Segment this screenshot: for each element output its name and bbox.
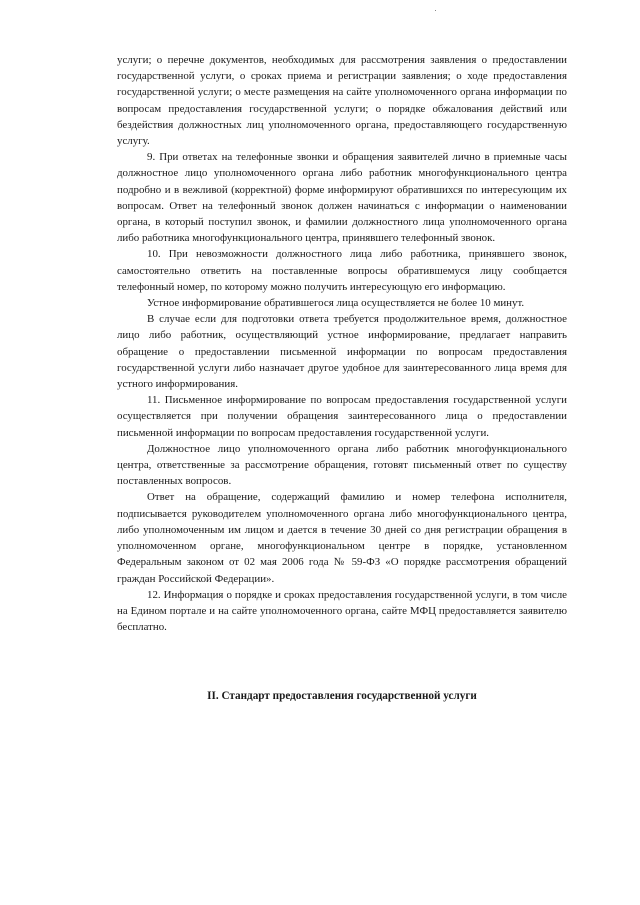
document-body bbox=[117, 52, 567, 635]
paragraph-written-reply: Должностное лицо уполномоченного органа либо работник многофункционального центра, ответственные за рассмотрение обращения, готовят письменный ответ по существу поставленных вопросов. bbox=[117, 442, 567, 488]
scan-speck bbox=[435, 10, 436, 11]
section-heading: II. Стандарт предоставления государственной услуги bbox=[207, 690, 477, 702]
paragraph-item-9: 9. При ответах на телефонные звонки и обращения заявителей лично в приемные часы должностное лицо уполномоченного органа либо работник многофункционального центра подробно и в вежливой (корректной) форме информируют обратившихся по интересующим их вопросам. Ответ на телефонный звонок должен начинаться с информации о наименовании органа, в который поступил звонок, и фамилии должностного лица уполномоченного органа либо работника многофункционального центра, принявшего телефонный звонок. bbox=[117, 151, 567, 245]
paragraph-continuation: услуги; о перечне документов, необходимых для рассмотрения заявления о предоставлении государственной услуги, о сроках приема и регистрации заявления; о ходе предоставления государственной услуги; о месте размещения на сайте уполномоченного органа информации по вопросам предоставления государственной услуги; о порядке обжалования действий или бездействия должностных лиц уполномоченного органа, предоставляющего государственную услугу. bbox=[117, 54, 567, 148]
paragraph-item-12: 12. Информация о порядке и сроках предоставления государственной услуги, в том числе на Едином портале и на сайте уполномоченного органа, сайте МФЦ предоставляется заявителю бесплатно. bbox=[117, 588, 567, 634]
paragraph-oral-duration: Устное информирование обратившегося лица осуществляется не более 10 минут. bbox=[147, 297, 525, 310]
paragraph-item-10: 10. При невозможности должностного лица либо работника, принявшего звонок, самостоятельно ответить на поставленные вопросы обратившемуся лицу сообщается телефонный номер, по которому можно получить интересующую его информацию. bbox=[117, 248, 567, 293]
paragraph-reply-signature: Ответ на обращение, содержащий фамилию и номер телефона исполнителя, подписывается руководителем уполномоченного органа либо многофункционального центра, либо уполномоченным им лицом и дается в течение 30 дней со дня регистрации обращения в уполномоченном органе, многофункциональном центре в порядке, установленном Федеральным законом от 02 мая 2006 года № 59-ФЗ «О порядке рассмотрения обращений граждан Российской Федерации». bbox=[117, 491, 567, 585]
paragraph-item-11: 11. Письменное информирование по вопросам предоставления государственной услуги осуществляется при получении обращения заинтересованного лица о предоставлении письменной информации по вопросам предоставления государственной услуги. bbox=[117, 394, 567, 439]
paragraph-long-answer: В случае если для подготовки ответа требуется продолжительное время, должностное лицо либо работник, осуществляющий устное информирование, предлагает направить обращение о предоставлении письменной информации по вопросам предоставления государственной услуги либо назначает другое удобное для заинтересованного лица время для устного информирования. bbox=[117, 313, 567, 391]
